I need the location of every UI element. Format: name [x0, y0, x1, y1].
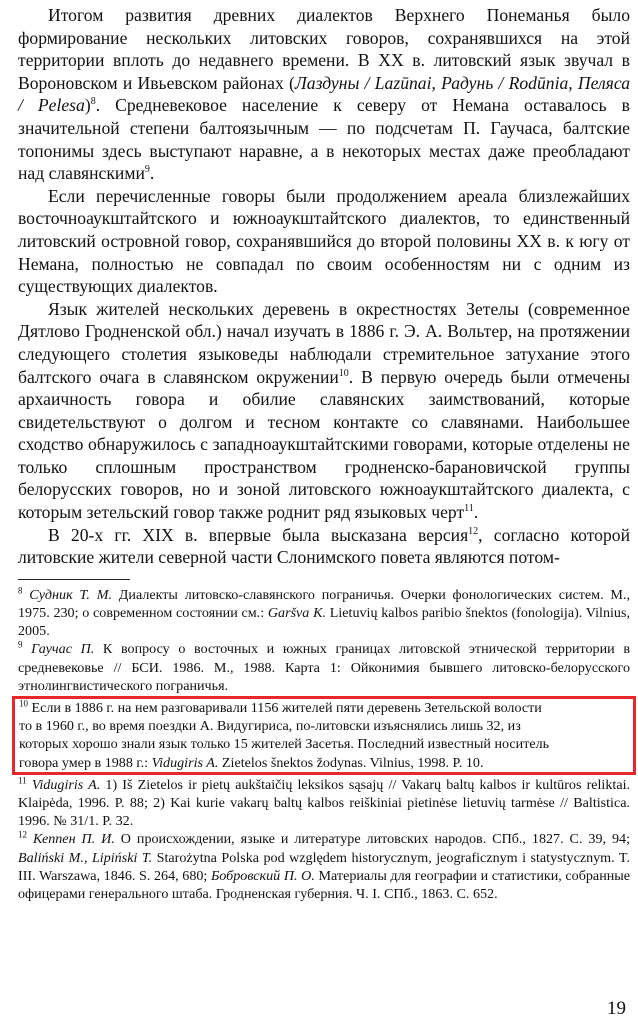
footnote-label: 9	[18, 639, 23, 650]
footnotes	[18, 586, 630, 903]
document-page	[18, 4, 630, 903]
text-run: Если перечисленные говоры были продолжением ареала близлежайших восточноаукштайтского и южноаукштайтского диалектов, то единственный литовский островной говор, сохранявшийся до второй половины XX в. к югу от Немана, полностью не совпадал по своим особенностям ни с одним из существующих диалектов.	[18, 185, 630, 297]
footnote-ref: 9	[144, 164, 150, 176]
footnote-12	[18, 830, 630, 903]
text-run: Материалы для географии и статистики, собранные офицерами генерального штаба. Гродненская губерния. Ч. I. СПб., 1863. С. 652.	[18, 867, 630, 903]
page-number: 19	[607, 998, 626, 1019]
text-run: , согласно которой литовские жители северной части Слонимского повета являются потом-	[18, 524, 630, 568]
footnote-ref: 10	[338, 367, 349, 379]
text-run: Итогом развития древних диалектов Верхнего Понеманья было формирование нескольких литовских говоров, сохранявшихся на этой территории вплоть до недавнего времени. В XX в. литовский язык звучал в Вороновском и Ивьевском районах (	[18, 5, 630, 93]
text-run: .	[473, 502, 479, 523]
paragraph	[18, 4, 630, 185]
italic-text: Garšva K.	[267, 605, 327, 622]
footnote-9	[18, 640, 630, 695]
footnote-line	[19, 755, 484, 771]
text-run: О происхождении, языке и литературе литовских народов. СПб., 1827. С. 39, 94;	[114, 831, 630, 848]
text-run: . В первую очередь были отмечены архаичность говора и обилие славянских заимствований, которые свидетельствуют о долгом и тесном контакте со славянами. Наибольшее сходство обнаружилось с западноаукштайтскими говорами, которые отделены не только сплошным пространством гродненско-барановичской группы белорусских говоров, но и зоной литовского южноаукштайтского диалекта, с которым зетельский говор также роднит ряд языковых черт	[18, 366, 630, 523]
footnote-10	[19, 699, 629, 772]
text-run: . Средневековое население к северу от Немана оставалось в значительной степени балтоязычным — по подсчетам П. Гаучаса, балтские топонимы здесь выступают наравне, а в некоторых местах даже преобладают над славянскими	[18, 95, 630, 184]
text-run: К вопросу о восточных и южных границах литовской этнической территории в средневековье // БСИ. 1986. М., 1988. Карта 1: Ойконимия бывшего литовско-белорусского этнолингвистического пограничья.	[18, 641, 630, 694]
text-run: )	[84, 95, 91, 116]
text-run: .	[149, 163, 155, 184]
footnote-label: 8	[18, 585, 23, 596]
italic-text: Лаздуны / Lazūnai, Радунь / Rodūnia, Пеляса / Pelesa	[18, 72, 631, 116]
footnote-label: 12	[18, 829, 27, 840]
italic-text: Vidugiris A.	[31, 776, 101, 793]
text-run: Язык жителей нескольких деревень в окрестностях Зетелы (современное Дятлово Гродненской обл.) начал изучать в 1886 г. Э. А. Вольтер, на протяжении следующего столетия языковеды наблюдали стремительное затухание этого балтского очага в славянском окружении	[18, 298, 630, 387]
paragraph	[18, 185, 630, 298]
text-run: В 20-х гг. XIX в. впервые была высказана версия	[48, 524, 469, 545]
text-run: 1) Iš Zietelos ir pietų aukštaičių leksikos sąsajų // Vakarų baltų kalbos ir kultūros reliktai. Klaipėda, 1996. P. 88; 2) Kai kurie vakarų baltų kalbos reiškiniai pietinėse lietuvių tarmėse // Baltistica. 1996. № 31/1. P. 32.	[18, 776, 631, 830]
italic-text: Бобровский П. О.	[210, 867, 315, 884]
italic-text: Baliński M., Lipiński T.	[18, 849, 153, 866]
footnote-ref: 12	[468, 525, 479, 537]
footnote-8	[18, 586, 630, 641]
text-run: то в 1960 г., во время поездки А. Видугириса, по-литовски изъяснялись лишь 32, из	[19, 718, 521, 735]
italic-text: Гаучас П.	[31, 641, 95, 658]
text-run: говора умер в 1988 г.:	[19, 754, 152, 771]
text-run: Lietuvių kalbos paribio šnektos (fonologija). Vilnius, 2005.	[18, 605, 630, 640]
italic-text: Судник Т. М.	[29, 586, 112, 603]
footnote-label: 11	[18, 775, 27, 786]
text-run: Диалекты литовско-славянского пограничья. Очерки фонологических систем. М., 1975. 230; о современном состоянии см.:	[18, 586, 630, 622]
footnote-line	[19, 736, 549, 752]
footnote-11	[18, 776, 630, 831]
text-run: Если в 1886 г. на нем разговаривали 1156 жителей пяти деревень Зетельской волости	[31, 700, 542, 717]
main-text	[18, 4, 630, 569]
paragraph	[18, 524, 630, 569]
footnote-separator	[18, 579, 130, 580]
italic-text: Кеппен П. И.	[32, 831, 115, 848]
footnote-line	[32, 700, 542, 716]
paragraph	[18, 298, 630, 524]
footnote-ref: 11	[464, 503, 474, 515]
text-run: которых хорошо знали язык только 15 жителей Засетья. Последний известный носитель	[19, 736, 550, 753]
footnote-label: 10	[19, 698, 28, 709]
highlighted-footnote-box	[12, 696, 636, 775]
footnote-ref: 8	[90, 96, 96, 108]
text-run: Zietelos šnektos žodynas. Vilnius, 1998. P. 10.	[218, 754, 484, 771]
footnote-line	[19, 718, 521, 734]
italic-text: Vidugiris A.	[151, 754, 219, 771]
text-run: Starożytna Polska pod względem historycznym, jeograficznym i statystycznym. T. III. Warszawa, 1846. S. 264, 680;	[18, 849, 630, 884]
